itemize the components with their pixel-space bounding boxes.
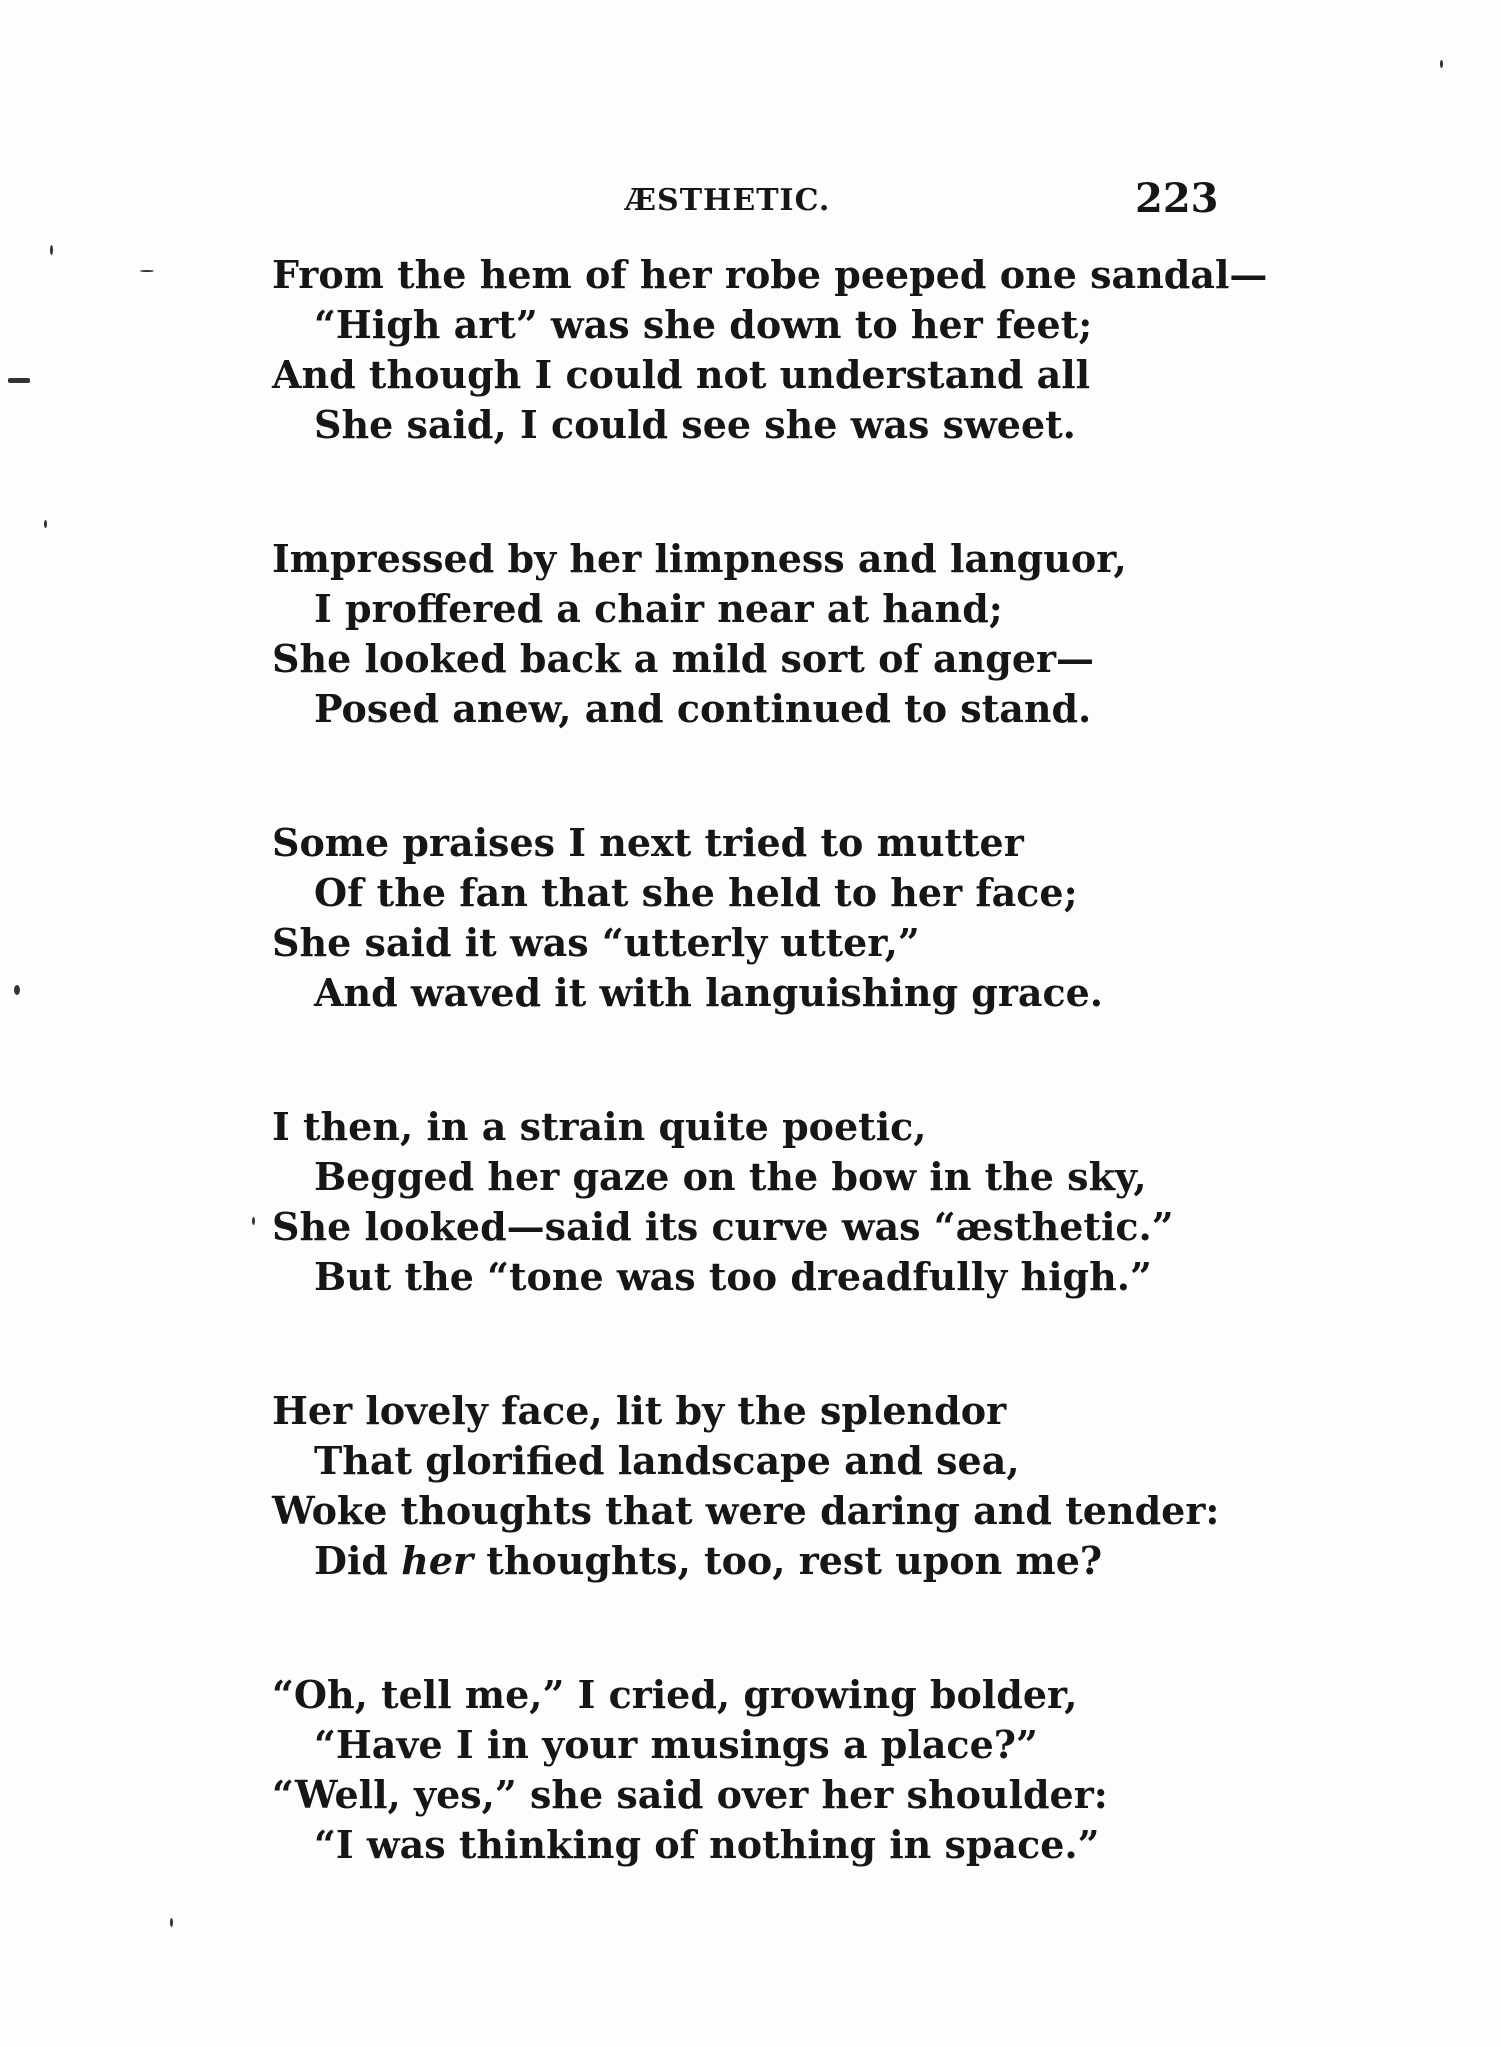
stanza-2 bbox=[272, 534, 1272, 734]
poem-line: Some praises I next tried to mutter bbox=[272, 820, 1024, 865]
poem-line: I then, in a strain quite poetic, bbox=[272, 1104, 927, 1149]
poem-line: Impressed by her limpness and languor, bbox=[272, 536, 1127, 581]
poem-line: But the “tone was too dreadfully high.” bbox=[314, 1254, 1152, 1299]
scan-speck bbox=[1440, 60, 1443, 68]
poem-line: She said it was “utterly utter,” bbox=[272, 920, 920, 965]
poem-line: That glorified landscape and sea, bbox=[314, 1438, 1020, 1483]
poem-line: Of the fan that she held to her face; bbox=[314, 870, 1078, 915]
running-title: ÆSTHETIC. bbox=[625, 183, 831, 218]
scan-speck bbox=[252, 1217, 255, 1225]
emphasized-word: her bbox=[401, 1538, 474, 1583]
stanza-5 bbox=[272, 1386, 1272, 1586]
scan-speck bbox=[8, 378, 30, 383]
poem-line: She looked—said its curve was “æsthetic.” bbox=[272, 1204, 1174, 1249]
running-head bbox=[0, 175, 1501, 225]
poem-line: She looked back a mild sort of anger— bbox=[272, 636, 1095, 681]
page-number: 223 bbox=[1135, 175, 1219, 222]
line-prefix: Did bbox=[314, 1538, 388, 1583]
poem-line: “Well, yes,” she said over her shoulder: bbox=[272, 1772, 1108, 1817]
scan-speck bbox=[44, 520, 47, 528]
line-rest: thoughts, too, rest upon me? bbox=[486, 1538, 1103, 1583]
scan-speck bbox=[170, 1918, 173, 1927]
poem-line: And waved it with languishing grace. bbox=[314, 970, 1104, 1015]
poem-line: Her lovely face, lit by the splendor bbox=[272, 1388, 1007, 1433]
poem-line: “I was thinking of nothing in space.” bbox=[314, 1822, 1100, 1867]
poem-line: “Oh, tell me,” I cried, growing bolder, bbox=[272, 1672, 1078, 1717]
poem-line: “High art” was she down to her feet; bbox=[314, 302, 1093, 347]
poem-line: I proffered a chair near at hand; bbox=[314, 586, 1003, 631]
stanza-1 bbox=[272, 250, 1272, 450]
poem-line: From the hem of her robe peeped one sandal— bbox=[272, 252, 1268, 297]
scan-speck bbox=[140, 270, 154, 272]
stanza-6 bbox=[272, 1670, 1272, 1870]
poem-line: Woke thoughts that were daring and tender: bbox=[272, 1488, 1220, 1533]
stanza-4 bbox=[272, 1102, 1272, 1302]
poem-line: She said, I could see she was sweet. bbox=[314, 402, 1076, 447]
poem-line: Begged her gaze on the bow in the sky, bbox=[314, 1154, 1147, 1199]
poem-line: Posed anew, and continued to stand. bbox=[314, 686, 1092, 731]
scan-speck bbox=[14, 985, 20, 995]
poem-line: And though I could not understand all bbox=[272, 352, 1091, 397]
poem-line: “Have I in your musings a place?” bbox=[314, 1722, 1038, 1767]
poem bbox=[272, 250, 1272, 1954]
stanza-3 bbox=[272, 818, 1272, 1018]
poem-line bbox=[272, 1536, 1272, 1586]
scan-speck bbox=[50, 245, 53, 255]
